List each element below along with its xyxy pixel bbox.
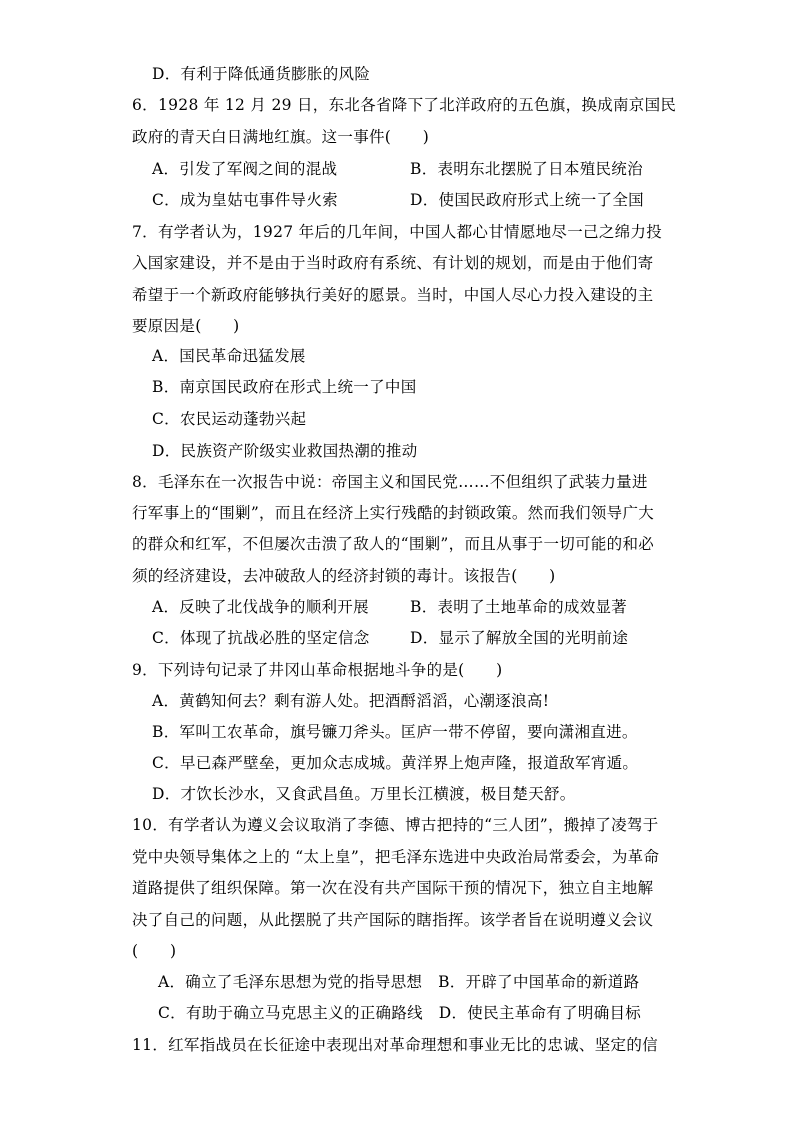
question-7-line-4: 要原因是( ) [132,317,240,335]
question-7-line-1: 7．有学者认为，1927 年后的几年间，中国人都心甘情愿地尽一己之绵力投 [132,223,663,241]
question-10-line-3: 道路提供了组织保障。第一次在没有共产国际干预的情况下，独立自主地解 [132,879,654,897]
question-9-option-a: A．黄鹤知何去？剩有游人处。把酒酹滔滔，心潮逐浪高! [152,692,550,710]
question-11-line-1: 11．红军指战员在长征途中表现出对革命理想和事业无比的忠诚、坚定的信 [132,1036,658,1054]
question-6-option-d: D．使国民政府形式上统一了全国 [410,191,644,209]
question-8-option-a: A．反映了北伐战争的顺利开展 [152,598,369,616]
question-9-option-c: C．早已森严壁垒，更加众志成城。黄洋界上炮声隆，报道敌军宵遁。 [152,754,639,772]
question-7-option-d: D．民族资产阶级实业救国热潮的推动 [152,442,418,460]
question-8-option-c: C．体现了抗战必胜的坚定信念 [152,629,370,647]
question-10-line-5: ( ) [132,942,177,960]
question-10-options-ab: A．确立了毛泽东思想为党的指导思想 B．开辟了中国革命的新道路 [158,973,640,991]
question-6-option-b: B．表明东北摆脱了日本殖民统治 [410,160,643,178]
question-9-option-b: B．军叫工农革命，旗号镰刀斧头。匡庐一带不停留，要向潇湘直进。 [152,723,638,741]
option-d-q5: D．有利于降低通货膨胀的风险 [152,65,371,83]
question-7-option-c: C．农民运动蓬勃兴起 [152,410,307,428]
question-7-line-3: 希望于一个新政府能够执行美好的愿景。当时，中国人尽心力投入建设的主 [132,286,654,304]
question-7-line-2: 入国家建设，并不是由于当时政府有系统、有计划的规划，而是由于他们寄 [132,254,654,272]
question-7-option-b: B．南京国民政府在形式上统一了中国 [152,378,417,396]
question-8-line-4: 须的经济建设，去冲破敌人的经济封锁的毒计。该报告( ) [132,567,556,585]
question-6-option-a: A．引发了军阀之间的混战 [152,160,338,178]
question-8-option-b: B．表明了土地革命的成效显著 [410,598,628,616]
question-10-line-4: 决了自己的问题，从此摆脱了共产国际的瞎指挥。该学者旨在说明遵义会议 [132,911,654,929]
question-9-line-1: 9．下列诗句记录了井冈山革命根据地斗争的是( ) [132,661,503,679]
question-8-line-2: 行军事上的“围剿”，而且在经济上实行残酷的封锁政策。然而我们领导广大 [132,504,655,522]
question-6-option-c: C．成为皇姑屯事件导火索 [152,191,338,209]
question-6-line-1: 6．1928 年 12 月 29 日，东北各省降下了北洋政府的五色旗，换成南京国民 [132,96,677,114]
question-6-line-2: 政府的青天白日满地红旗。这一事件( ) [132,128,430,146]
question-9-option-d: D．才饮长沙水，又食武昌鱼。万里长江横渡，极目楚天舒。 [152,785,576,803]
question-8-line-3: 的群众和红军，不但屡次击溃了敌人的“围剿”，而且从事于一切可能的和必 [132,535,655,553]
question-8-line-1: 8．毛泽东在一次报告中说：帝国主义和国民党……不但组织了武装力量进 [132,473,648,491]
question-8-option-d: D．显示了解放全国的光明前途 [410,629,629,647]
question-7-option-a: A．国民革命迅猛发展 [152,347,306,365]
question-10-line-1: 10．有学者认为遵义会议取消了李德、博古把持的“三人团”，搬掉了凌驾于 [132,816,659,834]
question-10-options-cd: C．有助于确立马克思主义的正确路线 D．使民主革命有了明确目标 [158,1004,642,1022]
question-10-line-2: 党中央领导集体之上的 “太上皇”，把毛泽东选进中央政治局常委会，为革命 [132,848,660,866]
